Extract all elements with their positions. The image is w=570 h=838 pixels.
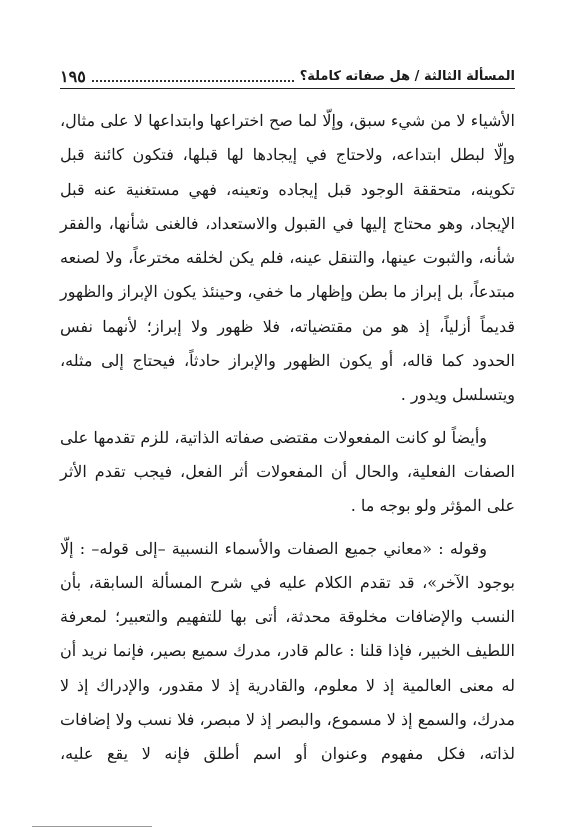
paragraph-3: وقوله : «معاني جميع الصفات والأسماء النسبية –إلى قوله– : إلّا بوجود الآخر»، قد تقدم الكلام عليه في شرح المسألة السابقة، بأن النسب والإضافات مخلوقة محدثة، أتى بها للتفهيم والتعبير؛ لمعرفة اللطيف الخبير، فإذا قلنا : عالم قادر، مدرك سميع بصير، فإنما نريد أن له معنى العالمية إذ لا معلوم، والقادرية إذ لا مقدور، والإدراك إذ لا مدرك، والسمع إذ لا مسموع، والبصر إذ لا مبصر، فلا نسب ولا إضافات لذاته، فكل مفهوم وعنوان أو اسم أطلق فإنه لا يقع عليه،: [60, 538, 515, 764]
header-divider: [60, 88, 515, 89]
running-header: [60, 62, 515, 86]
paragraph-1: الأشياء لا من شيء سبق، وإلّا لما صح اختراعها وابتداعها لا على مثال، وإلّا لبطل ابتداعه، ولاحتاج في إيجادها لها قبلها، فتكون كائنة قبل تكوينه، متحققة الوجود قبل إيجاده وتعينه، فهي مستغنية عنه قبل الإيجاد، وهو محتاج إليها في القبول والاستعداد، فالغنى شأنها، والفقر شأنه، والثبوت عينها، والتنقل عينه، فلم يكن لخلقه مخترعاً، ولا لصنعه مبتدعاً، بل إبراز ما بطن وإظهار ما خفي، وحينئذ يكون الإبراز والظهور قديماً أزلياً، إذ هو من مقتضياته، فلا ظهور ولا إبراز؛ لأنهما نفس الحدود كما قاله، أو يكون الظهور والإبراز حادثاً، فيحتاج إلى مثله، ويتسلسل ويدور .: [60, 111, 515, 405]
leader-dots: [92, 80, 294, 82]
body-text: [60, 104, 515, 772]
page-number: ١٩٥: [60, 67, 86, 86]
running-header-title: المسألة الثالثة / هل صفاته كاملة؟: [299, 69, 515, 84]
bottom-edge-mark: [32, 826, 152, 827]
paragraph-2: وأيضاً لو كانت المفعولات مقتضى صفاته الذاتية، للزم تقدمها على الصفات الفعلية، والحال أن المفعولات أثر الفعل، فيجب تقدم الأثر على المؤثر ولو بوجه ما .: [60, 427, 515, 516]
